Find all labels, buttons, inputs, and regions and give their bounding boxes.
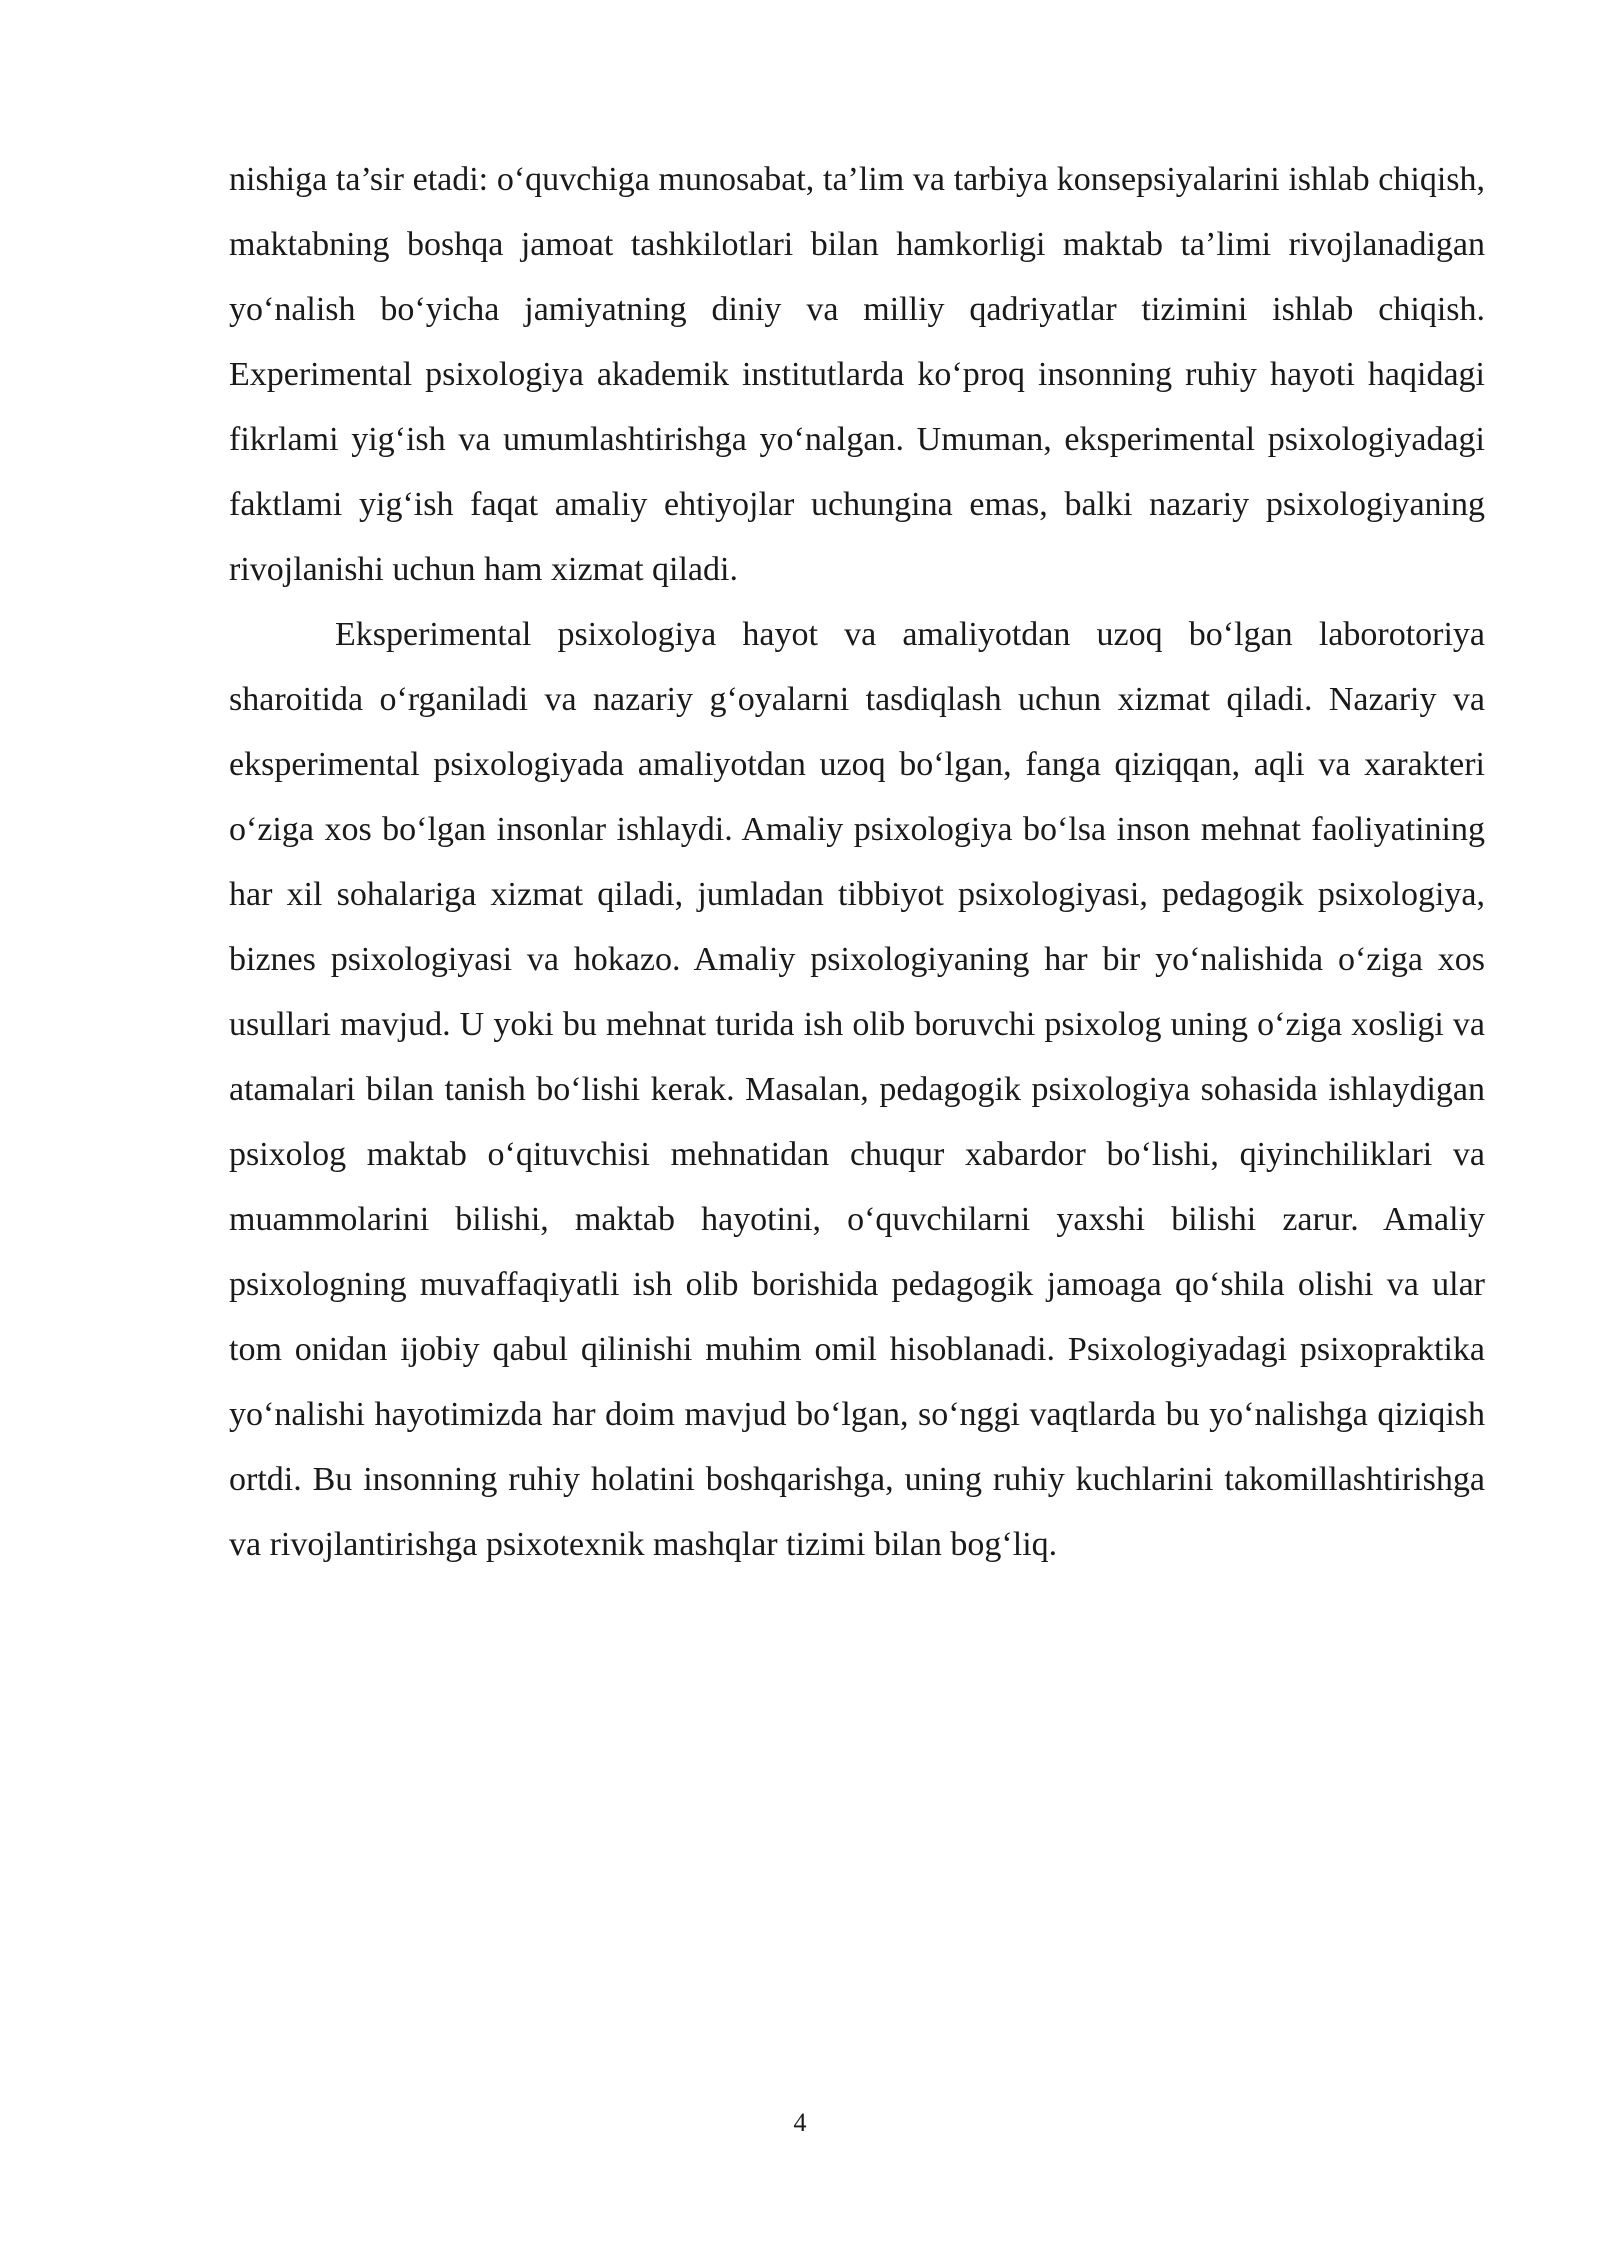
- page-number: 4: [793, 2108, 807, 2137]
- document-body: [229, 147, 1485, 1577]
- paragraph-2: Eksperimental psixologiya hayot va amaliyotdan uzoq bo‘lgan laborotoriya sharoitida o‘rganiladi va nazariy g‘oyalarni tasdiqlash uchun xizmat qiladi. Nazariy va eksperimental psixologiyada amaliyotdan uzoq bo‘lgan, fanga qiziqqan, aqli va xarakteri o‘ziga xos bo‘lgan insonlar ishlaydi. Amaliy psixologiya bo‘lsa inson mehnat faoliyatining har xil sohalariga xizmat qiladi, jumladan tibbiyot psixologiyasi, pedagogik psixologiya, biznes psixologiyasi va hokazo. Amaliy psixologiyaning har bir yo‘nalishida o‘ziga xos usullari mavjud. U yoki bu mehnat turida ish olib boruvchi psixolog uning o‘ziga xosligi va atamalari bilan tanish bo‘lishi kerak. Masalan, pedagogik psixologiya sohasida ishlaydigan psixolog maktab o‘qituvchisi mehnatidan chuqur xabardor bo‘lishi, qiyinchiliklari va muammolarini bilishi, maktab hayotini, o‘quvchilarni yaxshi bilishi zarur. Amaliy psixologning muvaffaqiyatli ish olib borishida pedagogik jamoaga qo‘shila olishi va ular tom onidan ijobiy qabul qilinishi muhim omil hisoblanadi. Psixologiyadagi psixopraktika yo‘nalishi hayotimizda har doim mavjud bo‘lgan, so‘nggi vaqtlarda bu yo‘nalishga qiziqish ortdi. Bu insonning ruhiy holatini boshqarishga, uning ruhiy kuchlarini takomillashtirishga va rivojlantirishga psixotexnik mashqlar tizimi bilan bog‘liq.: [229, 616, 1485, 1563]
- paragraph-1: nishiga ta’sir etadi: o‘quvchiga munosabat, ta’lim va tarbiya konsepsiyalarini ishlab chiqish, maktabning boshqa jamoat tashkilotlari bilan hamkorligi maktab ta’limi rivojlanadigan yo‘nalish bo‘yicha jamiyatning diniy va milliy qadriyatlar tizimini ishlab chiqish. Experimental psixologiya akademik institutlarda ko‘proq insonning ruhiy hayoti haqidagi fikrlami yig‘ish va umumlashtirishga yo‘nalgan. Umuman, eksperimental psixologiyadagi faktlami yig‘ish faqat amaliy ehtiyojlar uchungina emas, balki nazariy psixologiyaning rivojlanishi uchun ham xizmat qiladi.: [229, 161, 1485, 588]
